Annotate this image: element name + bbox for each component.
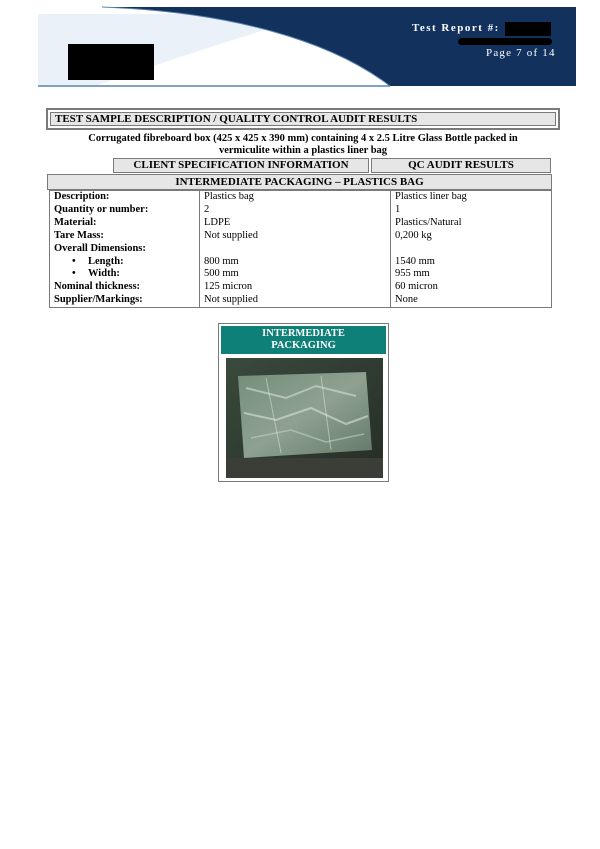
bullet-icon: • bbox=[72, 268, 76, 280]
qc-value bbox=[391, 243, 552, 256]
row-label-text: Width: bbox=[88, 268, 120, 280]
row-label: Supplier/Markings: bbox=[50, 294, 200, 307]
table-row bbox=[50, 281, 552, 294]
client-value bbox=[200, 243, 391, 256]
client-value: 125 micron bbox=[200, 281, 391, 294]
qc-value: 1 bbox=[391, 204, 552, 217]
qc-value: 1540 mm bbox=[391, 256, 552, 269]
table-row bbox=[50, 191, 552, 204]
row-label: Material: bbox=[50, 217, 200, 230]
client-value: 800 mm bbox=[200, 256, 391, 269]
table-row bbox=[50, 230, 552, 243]
qc-value: None bbox=[391, 294, 552, 307]
sample-description-line-1: Corrugated fibreboard box (425 x 425 x 390 mm) containing 4 x 2.5 Litre Glass Bottle packed in bbox=[88, 133, 518, 144]
photo-title bbox=[221, 326, 386, 354]
table-row bbox=[50, 294, 552, 307]
row-label-text: Length: bbox=[88, 255, 124, 267]
qc-value: 60 micron bbox=[391, 281, 552, 294]
column-header-client: CLIENT SPECIFICATION INFORMATION bbox=[113, 158, 369, 173]
table-row bbox=[50, 217, 552, 230]
row-label: Overall Dimensions: bbox=[50, 243, 200, 256]
row-label bbox=[50, 268, 200, 281]
table-row bbox=[50, 256, 552, 269]
qc-value: 0,200 kg bbox=[391, 230, 552, 243]
photo-panel bbox=[218, 323, 389, 482]
row-label: Tare Mass: bbox=[50, 230, 200, 243]
client-value: LDPE bbox=[200, 217, 391, 230]
page-number: Page 7 of 14 bbox=[486, 47, 556, 59]
qc-value: 955 mm bbox=[391, 268, 552, 281]
photo-title-line-1: INTERMEDIATE bbox=[262, 328, 345, 339]
redacted-report-detail bbox=[458, 38, 552, 45]
client-value: 2 bbox=[200, 204, 391, 217]
client-value: Plastics bag bbox=[200, 191, 391, 204]
qc-value: Plastics liner bag bbox=[391, 191, 552, 204]
sample-description-line-2: vermiculite within a plastics liner bag bbox=[218, 145, 388, 156]
row-label bbox=[50, 256, 200, 269]
table-row bbox=[50, 243, 552, 256]
row-label: Nominal thickness: bbox=[50, 281, 200, 294]
redacted-logo bbox=[68, 44, 154, 80]
row-label: Description: bbox=[50, 191, 200, 204]
subsection-title: INTERMEDIATE PACKAGING – PLASTICS BAG bbox=[47, 174, 552, 190]
row-label: Quantity or number: bbox=[50, 204, 200, 217]
photo-title-line-2: PACKAGING bbox=[271, 340, 336, 351]
redacted-report-number bbox=[505, 22, 551, 36]
specification-table bbox=[49, 190, 552, 308]
sample-description bbox=[46, 133, 560, 157]
client-value: Not supplied bbox=[200, 294, 391, 307]
column-header-qc: QC AUDIT RESULTS bbox=[371, 158, 551, 173]
qc-value: Plastics/Natural bbox=[391, 217, 552, 230]
table-row bbox=[50, 204, 552, 217]
section-title-box bbox=[46, 108, 560, 130]
report-number-label: Test Report #: bbox=[412, 22, 500, 34]
client-value: Not supplied bbox=[200, 230, 391, 243]
plastics-bag-photo bbox=[226, 358, 383, 478]
page-header bbox=[0, 0, 600, 100]
client-value: 500 mm bbox=[200, 268, 391, 281]
table-row bbox=[50, 268, 552, 281]
section-title: TEST SAMPLE DESCRIPTION / QUALITY CONTROL AUDIT RESULTS bbox=[50, 112, 556, 126]
bullet-icon: • bbox=[72, 255, 76, 267]
